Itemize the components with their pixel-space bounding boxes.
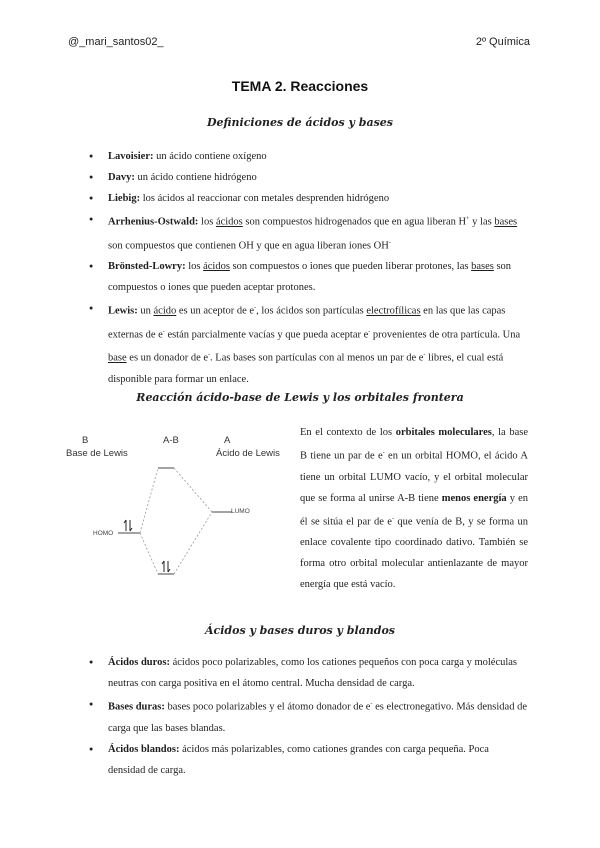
orbital-diagram (62, 432, 292, 592)
term: Brönsted-Lowry: (108, 261, 186, 272)
list-item-hard-acids (108, 652, 528, 694)
section-definitions-heading: Definiciones de ácidos y bases (207, 116, 393, 129)
list-item-hard-bases: ● Bases duras: bases poco polarizables y el átomo donador de e- es electronegativo. Más densidad de carga que las bases blandas. (108, 694, 528, 739)
section-lewis-heading: Reacción ácido-base de Lewis y los orbitales frontera (136, 391, 464, 404)
definition-text: los ácidos al reaccionar con metales desprenden hidrógeno (142, 193, 390, 204)
diagram-b-name: Base de Lewis (66, 448, 128, 459)
underlined-term: bases (471, 261, 494, 272)
definitions-list (108, 146, 528, 390)
list-item-davy (108, 167, 528, 188)
list-item-lewis: ● Lewis: un ácido es un aceptor de e-, los ácidos son partículas electrofílicas en las que las capas externas de e- están parcialmente vacías y que pueda aceptar e- provenientes de otra partícula. Una base es un donador de e-. Las bases son partículas con al menos un par de e- libres, el cual está disponible para formar un enlace. (108, 298, 528, 390)
correlation-line (140, 533, 158, 574)
author-handle: @_mari_santos02_ (68, 36, 164, 48)
term: Ácidos blandos: (108, 743, 180, 755)
diagram-ab-letter: A-B (163, 435, 179, 446)
definition-text: un ácido contiene oxígeno (156, 151, 267, 162)
diagram-a-letter: A (224, 435, 231, 446)
term: Arrhenius-Ostwald: (108, 216, 199, 228)
definition-text: ácidos poco polarizables, como los cationes pequeños con poca carga y moléculas neutras con carga positiva en el átomo central. Mucha densidad de carga. (108, 657, 518, 689)
correlation-line (174, 468, 212, 512)
underlined-term: base (108, 352, 127, 364)
page-title: TEMA 2. Reacciones (231, 78, 369, 94)
term: Lewis: (108, 305, 138, 317)
electron-pair-homo (124, 520, 132, 531)
underlined-term: ácido (153, 305, 177, 317)
course-label: 2º Química (475, 36, 530, 48)
underlined-term: ácidos (203, 261, 230, 272)
underlined-term: electrofílicas (366, 305, 421, 317)
diagram-b-letter: B (82, 435, 89, 446)
term: Lavoisier: (108, 151, 154, 162)
correlation-line (174, 512, 212, 574)
term: Davy: (108, 172, 135, 183)
term: Liebig: (108, 193, 141, 204)
diagram-a-name: Ácido de Lewis (216, 448, 280, 459)
definition-text: ácidos más polarizables, como cationes grandes con carga pequeña. Poca densidad de carga. (108, 743, 489, 776)
list-item-bronsted: ● Brönsted-Lowry: los ácidos son compuestos o iones que pueden liberar protones, las bases son compuestos o iones que pueden aceptar protones. (108, 256, 528, 298)
list-item-lavoisier (108, 146, 528, 167)
bold-term: orbitales moleculares (395, 427, 492, 438)
definition-text: un ácido contiene hidrógeno (137, 172, 257, 183)
term: Ácidos duros: (108, 657, 170, 668)
list-item-soft-acids (108, 739, 528, 781)
section-hard-soft-heading: Ácidos y bases duros y blandos (205, 624, 395, 637)
list-item-liebig (108, 188, 528, 209)
term: Bases duras: (108, 701, 165, 713)
homo-label: HOMO (93, 530, 114, 537)
lumo-label: LUMO (231, 508, 250, 515)
hard-soft-list (108, 652, 528, 781)
underlined-term: ácidos (215, 216, 243, 228)
electron-pair-bonding (162, 561, 170, 572)
list-item-arrhenius: ● Arrhenius-Ostwald: los ácidos son compuestos hidrogenados que en agua liberan H+ y las bases son compuestos que contienen OH y que en agua liberan iones OH- (108, 209, 528, 256)
underlined-term: bases (494, 216, 518, 228)
bold-term: menos energía (441, 492, 507, 504)
lewis-paragraph: En el contexto de los orbitales moleculares, la base B tiene un par de e- en un orbital HOMO, el ácido A tiene un orbital LUMO vacío, y el orbital molecular que se forma al unirse A-B tiene menos energía y en él se sitúa el par de e- que venía de B, y se forma un enlace covalente tipo coordinado dativo. También se forma otro orbital molecular antienlazante de mayor energía que está vacío. (300, 427, 529, 590)
correlation-line (140, 468, 158, 533)
